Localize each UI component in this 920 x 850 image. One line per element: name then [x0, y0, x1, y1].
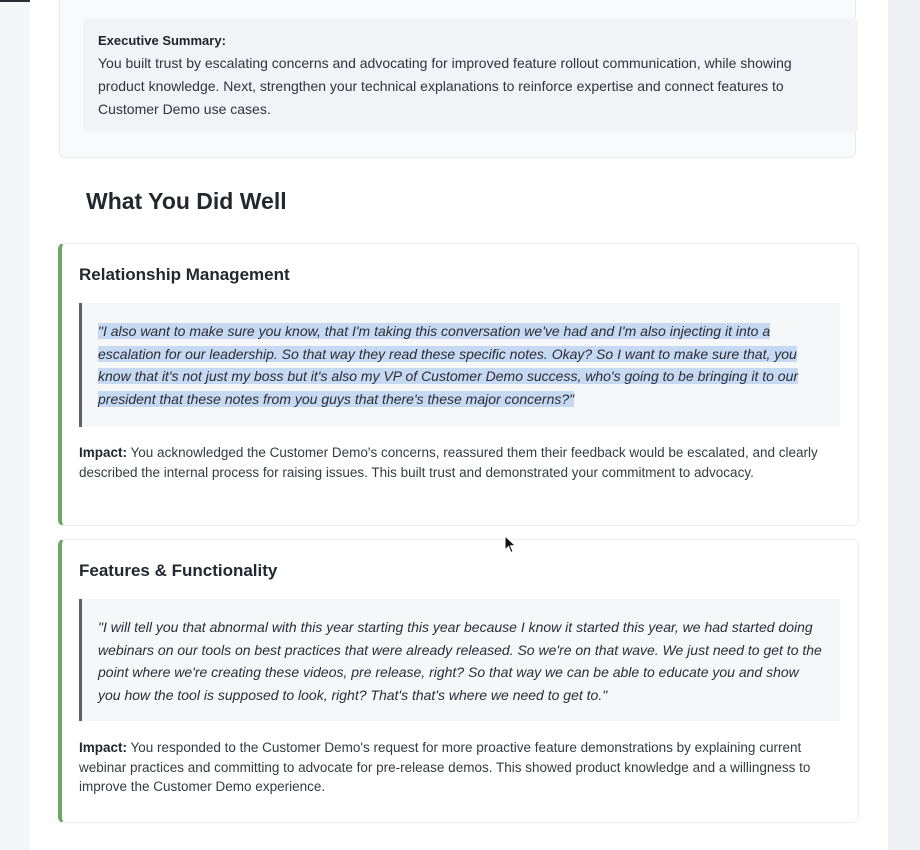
impact-label: Impact:: [79, 445, 128, 460]
section-heading: What You Did Well: [86, 188, 287, 214]
executive-summary-title: Executive Summary:: [98, 33, 226, 48]
impact-text: [79, 738, 839, 797]
quote-block: [79, 599, 840, 721]
feedback-card-features: [58, 539, 859, 823]
impact-description: You acknowledged the Customer Demo's concerns, reassured them their feedback would be escalated, and clearly described the internal process for raising issues. This built trust and demonstrated your commitment to advocacy.: [79, 445, 818, 480]
feedback-card-relationship: [58, 243, 859, 526]
quote-text[interactable]: [98, 320, 822, 410]
impact-text: [79, 443, 839, 482]
report-page: [30, 0, 888, 850]
selected-text[interactable]: "I also want to make sure you know, that I'm taking this conversation we've had and I'm also injecting it into a escalation for our leadership. So that way they read these specific notes. Okay? So I want to make sure that, you know that it's not just my boss but it's also my VP of Customer Demo success, who's going to be bringing it to our president that these notes from you guys that there's these major concerns?": [98, 323, 799, 407]
card-title: Features & Functionality: [79, 561, 278, 580]
quote-block: [79, 303, 840, 427]
executive-summary-text: You built trust by escalating concerns and advocating for improved feature rollout communication, while showing product knowledge. Next, strengthen your technical explanations to reinforce expertise and connect features to Customer Demo use cases.: [98, 55, 792, 117]
mouse-pointer-icon: [504, 535, 518, 555]
scrollbar-track[interactable]: [888, 0, 920, 850]
impact-label: Impact:: [79, 740, 128, 755]
impact-description: You responded to the Customer Demo's request for more proactive feature demonstrations by explaining current webinar practices and committing to advocate for pre-release demos. This showed product knowledge and a willingness to improve the Customer Demo experience.: [79, 740, 811, 794]
quote-text[interactable]: "I will tell you that abnormal with this year starting this year because I know it started this year, we had started doing webinars on our tools on best practices that were already released. So we're on that wave. We just need to get to the point where we're creating these videos, pre release, right? So that way we can be able to educate you and show you how the tool is supposed to look, right? That's that's where we need to get to.": [98, 619, 822, 703]
card-title: Relationship Management: [79, 265, 290, 284]
